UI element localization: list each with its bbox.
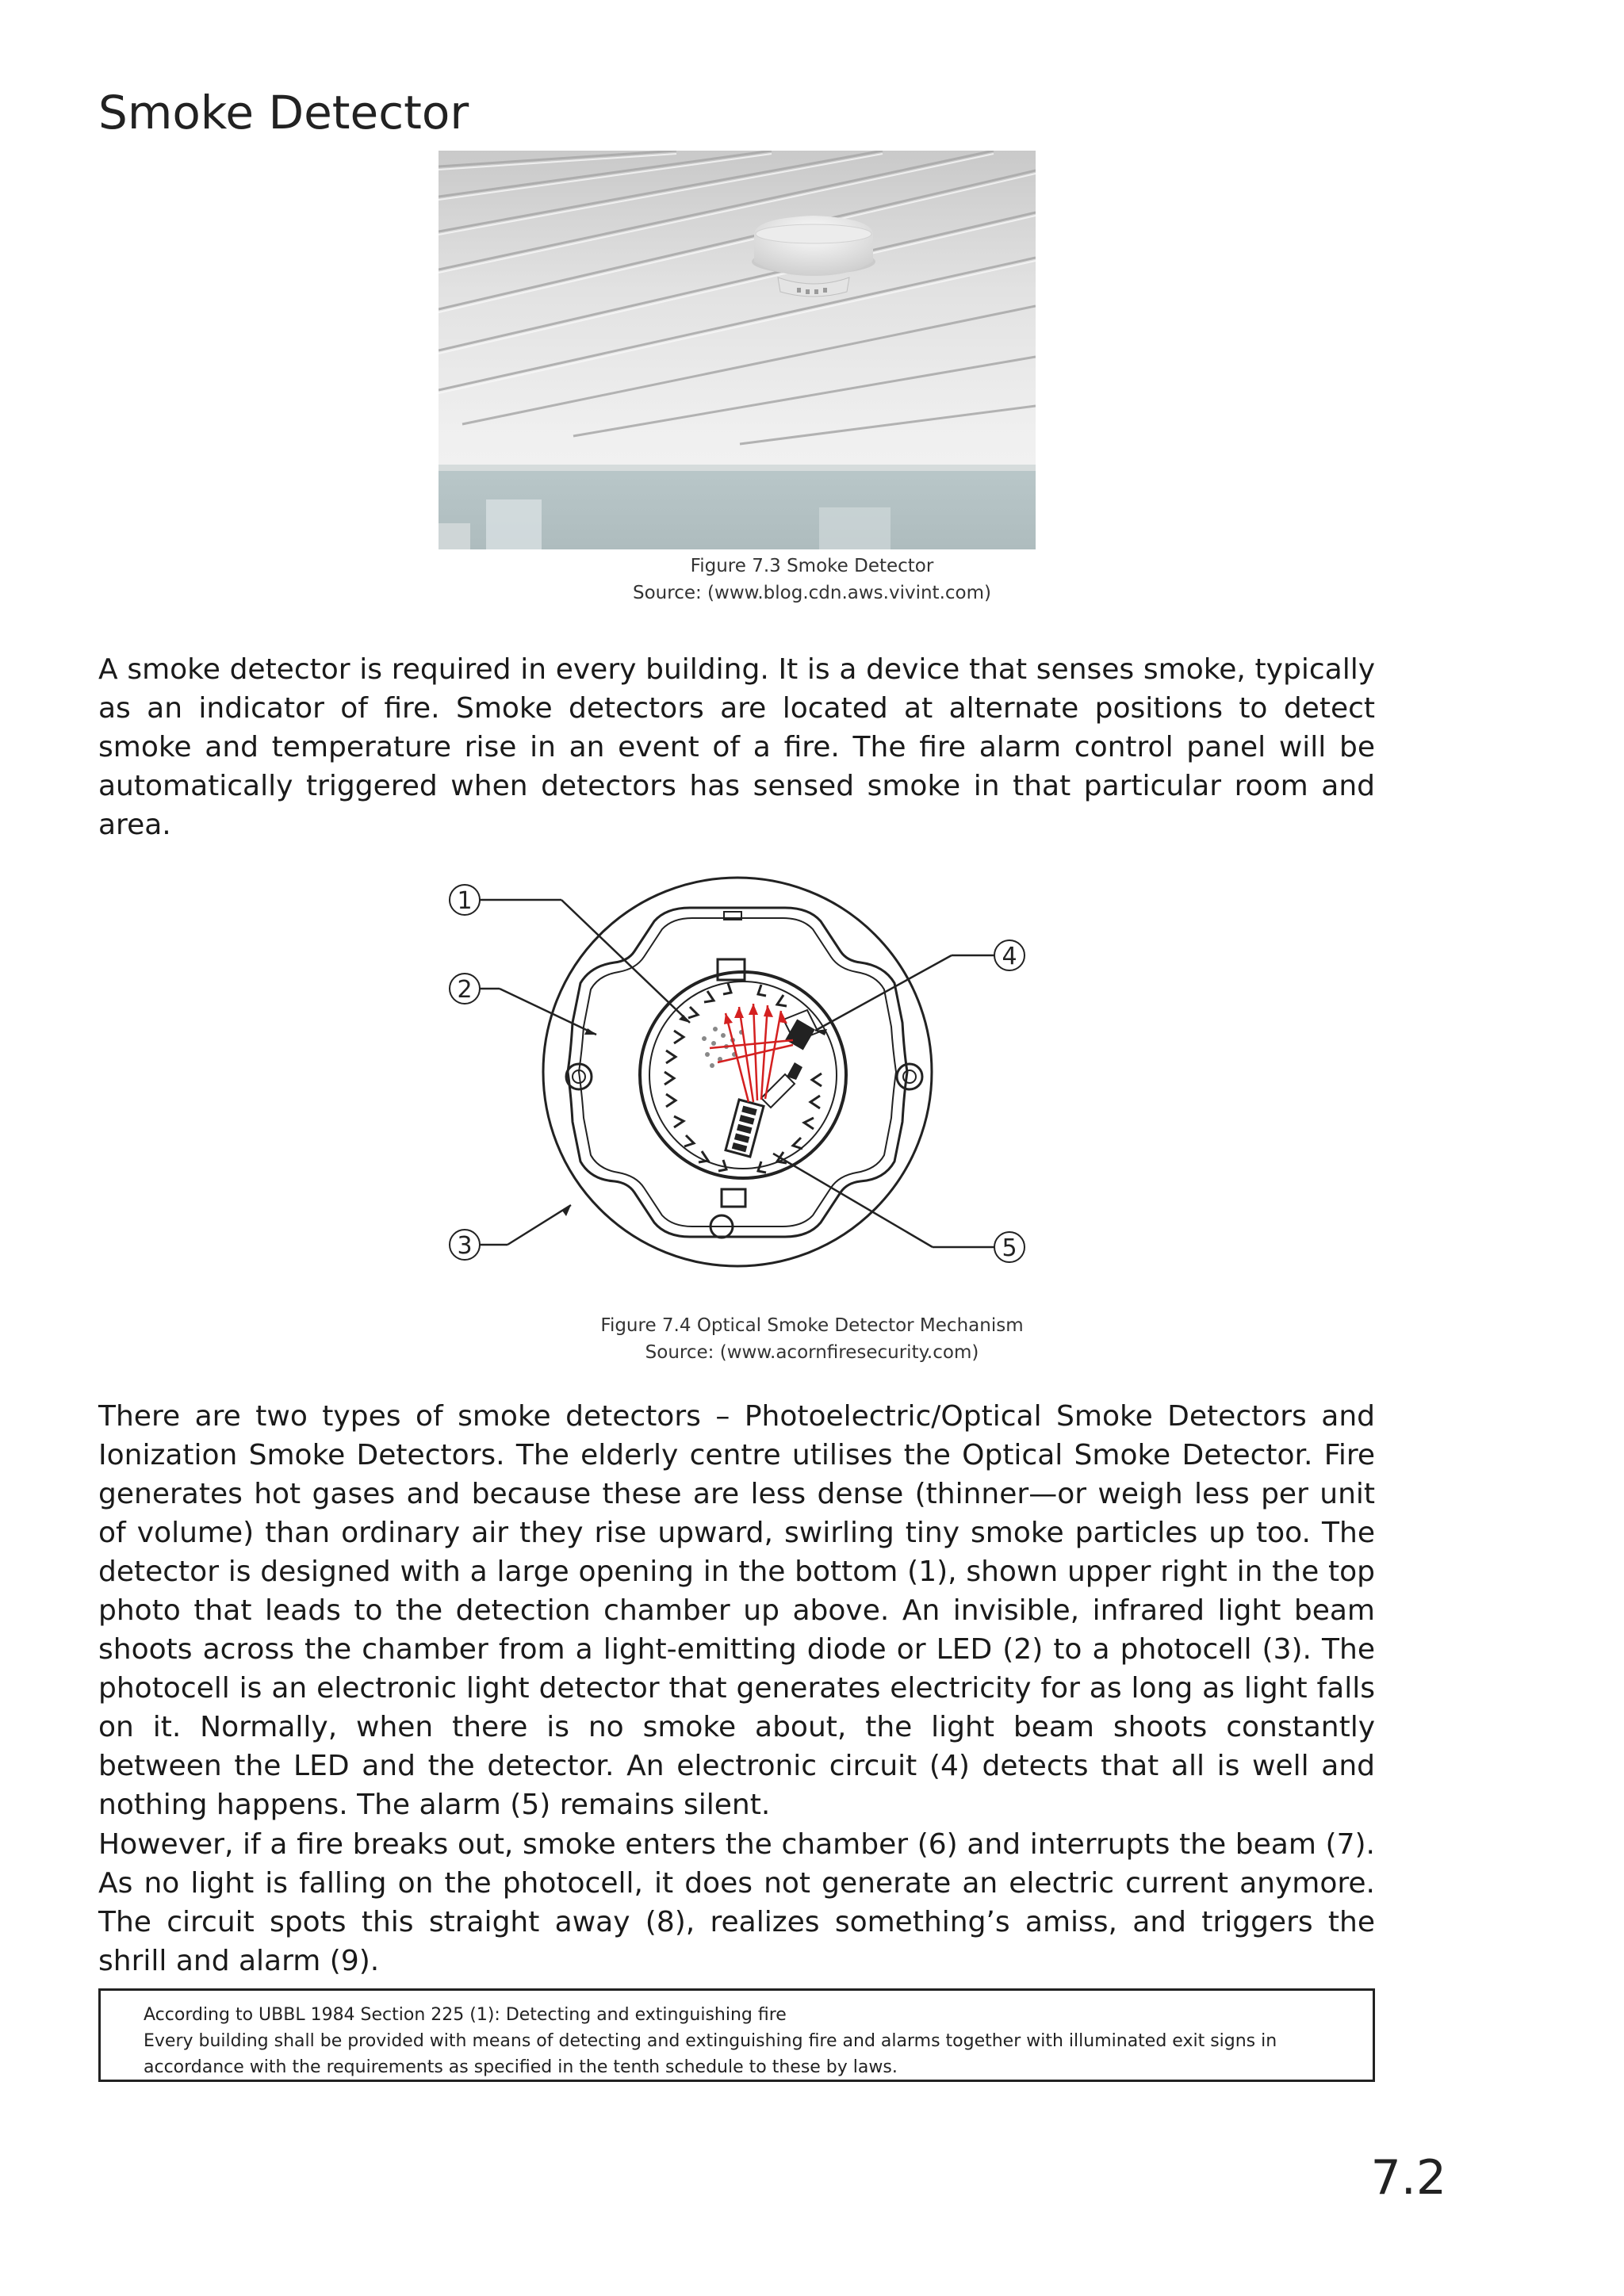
- callout-5: 5: [1002, 1234, 1017, 1262]
- optical-detector-diagram: [428, 864, 1039, 1276]
- page-number: 7.2: [1370, 2150, 1446, 2206]
- ubbl-note-box: [98, 1988, 1375, 2082]
- paragraph-intro: A smoke detector is required in every building. It is a device that senses smoke, typically as an indicator of fire. Smoke detectors are located at alternate positions to detect smoke and temperature rise in an event of a fire. The fire alarm control panel will be automatically triggered when detectors has sensed smoke in that particular room and area.: [98, 653, 1375, 841]
- paragraph-fire: However, if a fire breaks out, smoke enters the chamber (6) and interrupts the beam (7). As no light is falling on the photocell, it does not generate an electric current anymore. The circuit spots this straight away (8), realizes something’s amiss, and triggers the shrill and alarm (9).: [98, 1828, 1375, 1977]
- figure-1-caption-line2: Source: (www.blog.cdn.aws.vivint.com): [633, 583, 991, 603]
- callout-2: 2: [457, 976, 473, 1004]
- figure-1-caption-line1: Figure 7.3 Smoke Detector: [690, 556, 934, 576]
- callout-4: 4: [1002, 943, 1017, 970]
- paragraph-types: There are two types of smoke detectors – Photoelectric/Optical Smoke Detectors and Ionization Smoke Detectors. The elderly centre utilises the Optical Smoke Detector. Fire generates hot gases and because these are less dense (thinner—or weigh less per unit of volume) than ordinary air they rise upward, swirling tiny smoke particles up too. The detector is designed with a large opening in the bottom (1), shown upper right in the top photo that leads to the detection chamber up above. An invisible, infrared light beam shoots across the chamber from a light-emitting diode or LED (2) to a photocell (3). The photocell is an electronic light detector that generates electricity for as long as light falls on it. Normally, when there is no smoke about, the light beam shoots constantly between the LED and the detector. An electronic circuit (4) detects that all is well and nothing happens. The alarm (5) remains silent.: [98, 1400, 1375, 1821]
- callout-1: 1: [457, 887, 473, 915]
- page-title: Smoke Detector: [98, 86, 469, 140]
- smoke-detector-photo: [439, 151, 1036, 549]
- callout-3: 3: [457, 1232, 473, 1260]
- ubbl-note-body: Every building shall be provided with means of detecting and extinguishing fire and alarms together with illuminated exit signs in accordance with the requirements as specified in the tenth schedule to these by laws.: [144, 2031, 1277, 2077]
- figure-2-caption-line2: Source: (www.acornfiresecurity.com): [645, 1342, 979, 1363]
- ubbl-note-heading: According to UBBL 1984 Section 225 (1): Detecting and extinguishing fire: [144, 2005, 787, 2025]
- figure-2-caption-line1: Figure 7.4 Optical Smoke Detector Mechanism: [600, 1315, 1024, 1336]
